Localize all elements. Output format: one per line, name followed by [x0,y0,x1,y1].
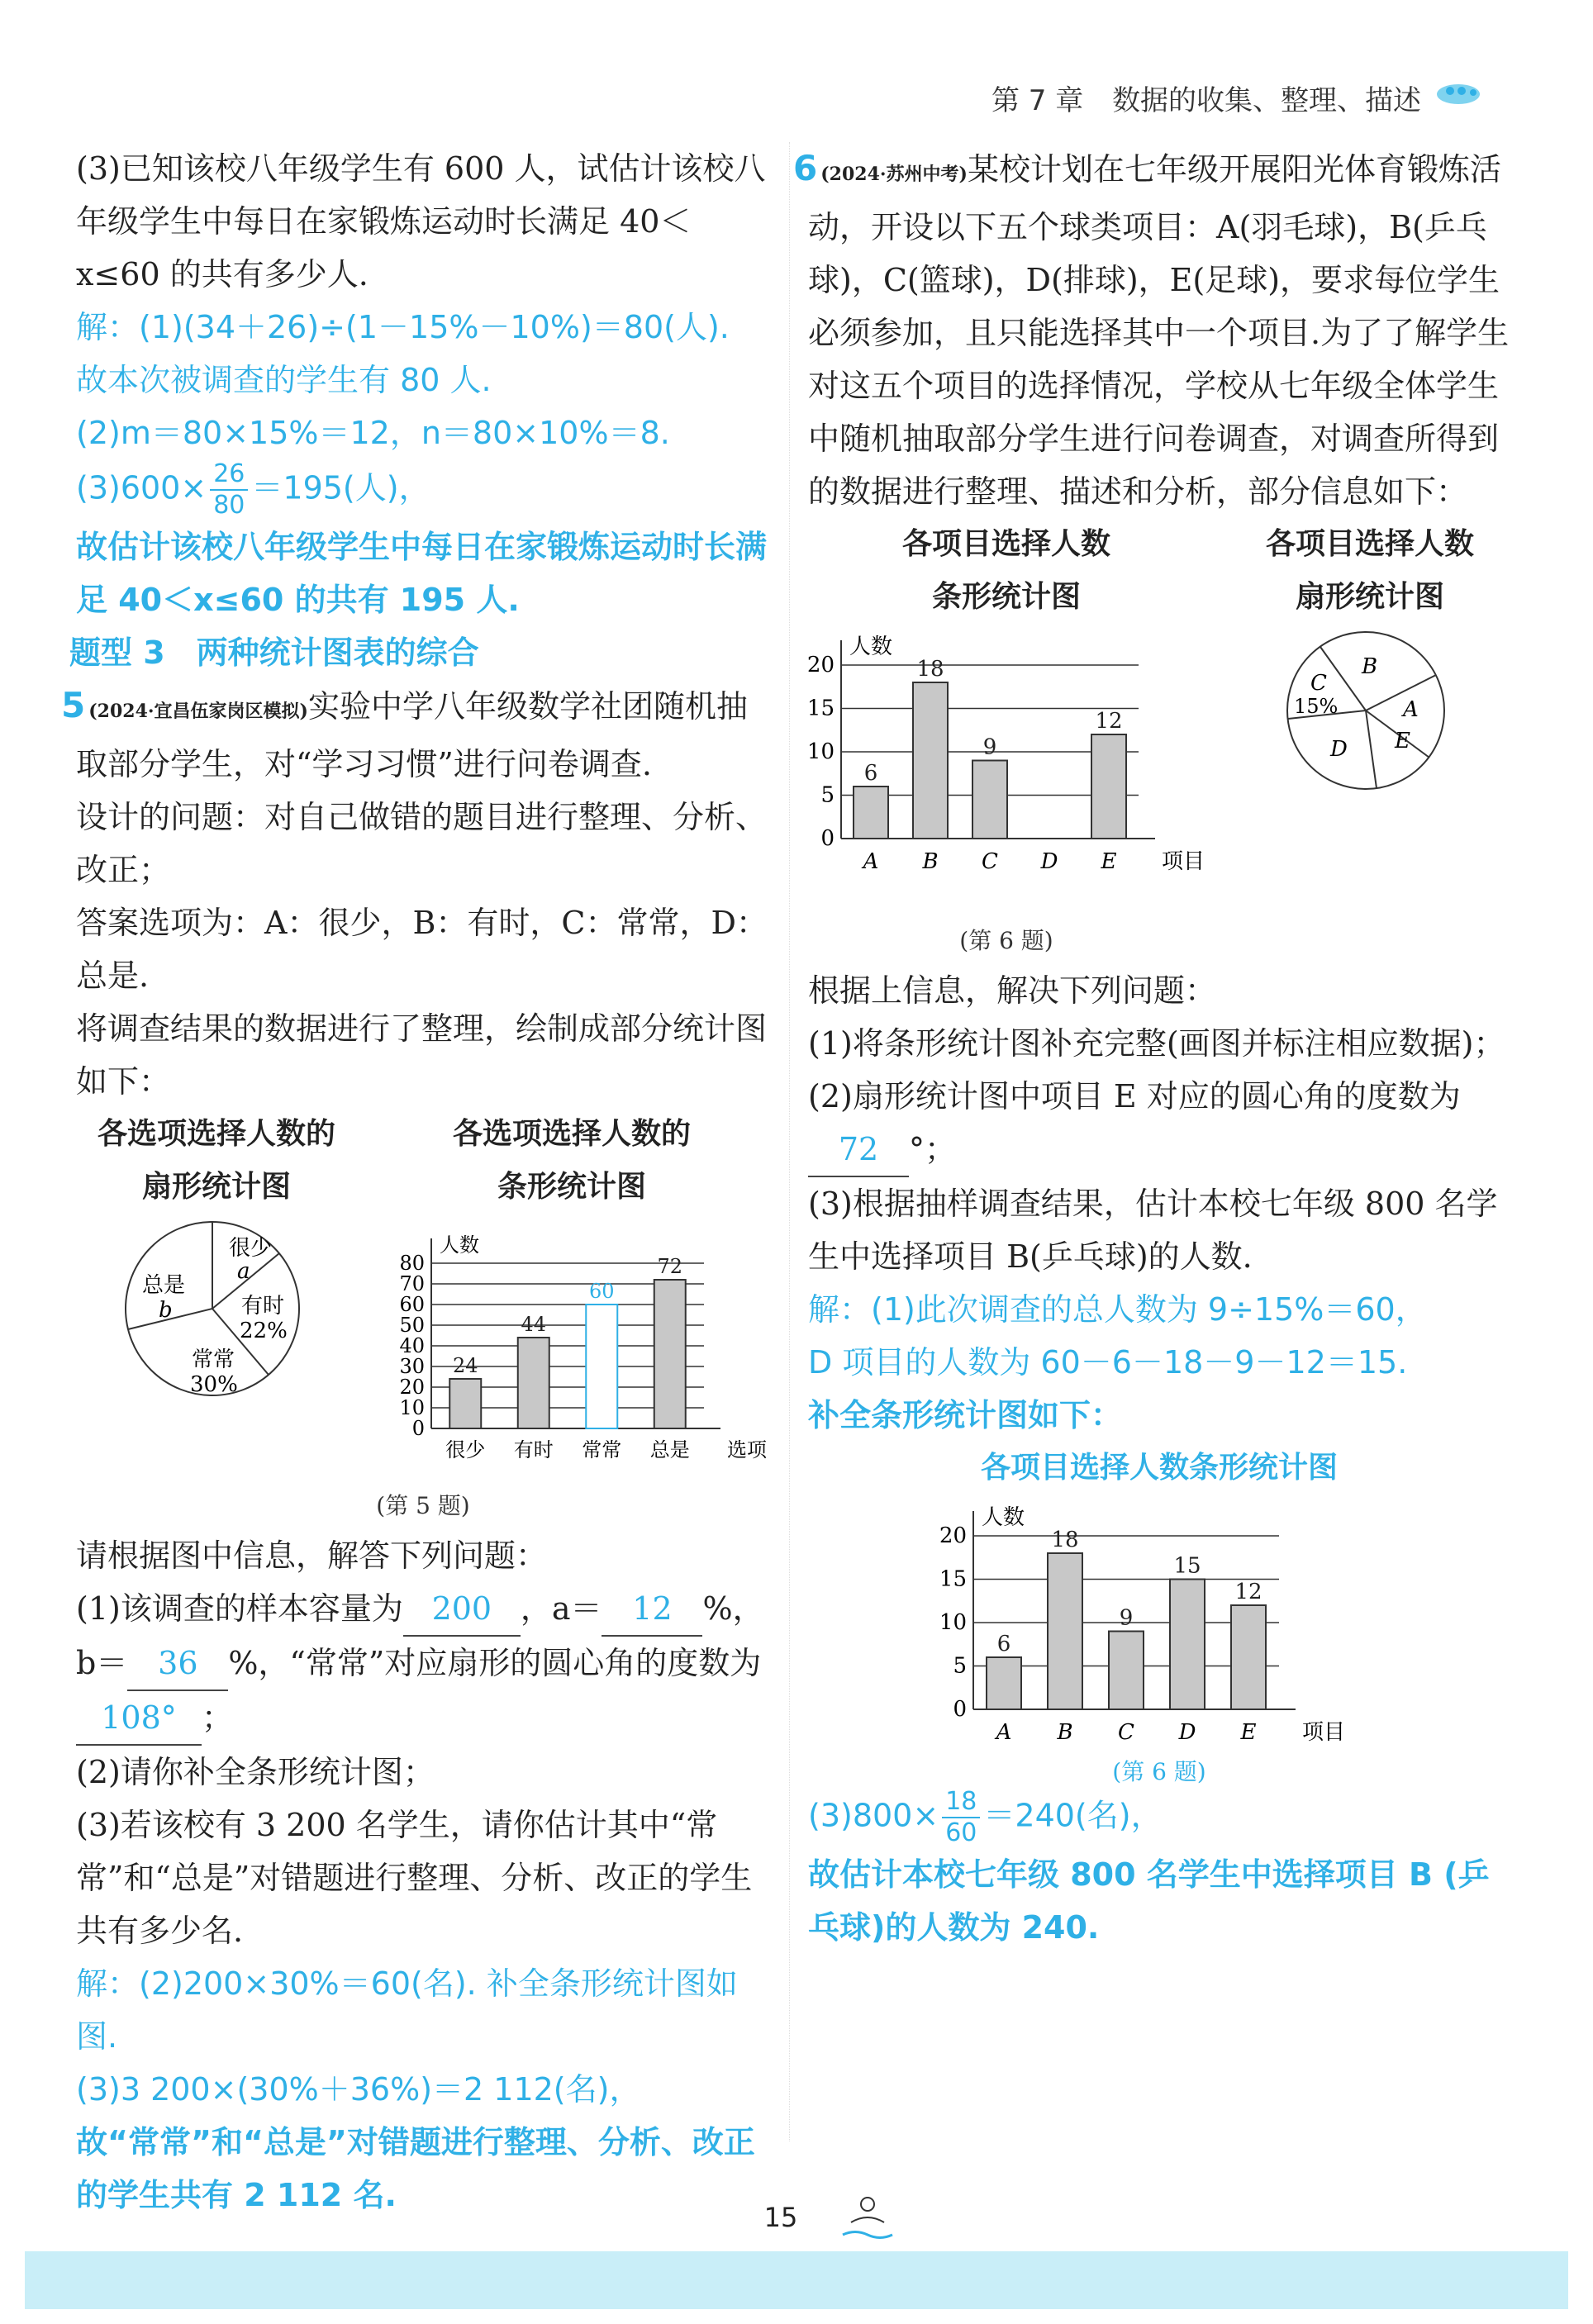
q4-answer-3-post: ＝195(人)， [251,469,430,506]
q6-answer-1: 解：(1)此次调查的总人数为 9÷15%＝60， [808,1291,1427,1328]
q6-p2-pre: (2)扇形统计图中项目 E 对应的圆心角的度数为 [808,1078,1461,1114]
q6-caption: (第 6 题) [959,927,1053,954]
q5-answer-3: 故“常常”和“总是”对错题进行整理、分析、改正的学生共有 2 112 名. [76,2124,755,2213]
q6-part2 [808,1070,1510,1177]
q5-bar-chart [390,1214,770,1461]
y-tick-label: 10 [808,739,835,764]
pie-label-often: 常常 [192,1347,235,1372]
q5-caption: (第 5 题) [376,1492,470,1519]
y-tick-label: 15 [808,696,835,721]
y-axis-label: 人数 [849,634,893,659]
page-number: 15 [763,2202,798,2233]
data-label: 15 [1173,1553,1201,1579]
x-tick-label: B [1057,1720,1073,1745]
q6-part3: (3)根据抽样调查结果，估计本校七年级 800 名学生中选择项目 B(乒乓球)的人数. [808,1186,1498,1275]
x-tick-label: D [1040,849,1058,874]
y-tick-label: 5 [953,1653,967,1679]
q6-answer-3: 补全条形统计图如下： [808,1397,1123,1433]
q6-bar2-title: 各项目选择人数条形统计图 [980,1451,1338,1485]
pie-label-always-val: b [159,1298,173,1323]
data-label: 60 [588,1280,615,1303]
q6-stem [793,142,1510,518]
x-axis-label: 项目 [1302,1720,1346,1745]
pie-label-E: E [1395,729,1410,753]
q5-number: 5 [61,685,86,725]
pie-label-rare-val: a [237,1259,250,1284]
q6-pie-block [1238,518,1502,809]
bar [518,1338,549,1428]
pie-label-always: 总是 [142,1273,186,1298]
x-tick-label: 很少 [445,1438,486,1461]
q6-answer-4-post: ＝240(名)， [983,1797,1163,1834]
q4-answer-1: 解：(1)(34＋26)÷(1－15%－10%)＝80(人). [76,309,730,345]
fraction-numerator: 26 [210,459,248,491]
fraction-denominator: 80 [213,491,245,520]
y-axis-label: 人数 [982,1505,1025,1530]
pie-label-A: A [1403,697,1419,722]
q6-text: 某校计划在七年级开展阳光体育锻炼活动，开设以下五个球类项目：A(羽毛球)，B(乒乓球)，C(篮球)，D(排球)，E(足球)，要求每位学生必须参加，且只能选择其中一个项目.为了了解学生对这五个项目的选择情况，学校从七年级全体学生中随机抽取部分学生进行问卷调查，对调查所得到的数据进行整理、描述和分析，部分信息如下： [808,151,1510,510]
q4-answer-3b: 故估计该校八年级学生中每日在家锻炼运动时长满足 40＜x≤60 的共有 195 人. [76,529,768,618]
q6-caption-b: (第 6 题) [1112,1758,1206,1785]
data-label: 6 [996,1632,1011,1656]
q4-answer-3-pre: (3)600× [76,469,207,506]
x-tick-label: A [996,1720,1012,1745]
fraction-denominator: 60 [945,1818,977,1847]
data-label: 18 [916,657,944,682]
bar [1091,734,1126,839]
q4-answer-1b: 故本次被调查的学生有 80 人. [76,362,492,398]
x-tick-label: E [1240,1720,1257,1745]
pie-label-D: D [1330,737,1348,762]
fraction-numerator: 18 [942,1787,980,1818]
section-title: 题型 3 两种统计图表的综合 [69,634,479,671]
answer-blank: 36 [127,1637,228,1691]
q6-bar-title-2: 条形统计图 [931,580,1081,614]
data-label: 12 [1095,709,1123,734]
q6-pie-title-1: 各项目选择人数 [1265,527,1474,561]
x-tick-label: A [863,849,879,874]
x-tick-label: C [1118,1720,1134,1745]
bar [586,1305,617,1428]
bar [1048,1553,1082,1709]
q5-stem [61,679,770,791]
x-tick-label: E [1101,849,1117,874]
y-tick-label: 40 [399,1334,425,1357]
data-label: 24 [452,1354,478,1377]
q6-p2-end: °； [909,1131,957,1167]
q5-bar-block [390,1108,767,1465]
y-tick-label: 20 [940,1523,967,1548]
fraction [942,1787,980,1848]
x-tick-label: 总是 [649,1438,690,1461]
q5-ask: 请根据图中信息，解答下列问题： [76,1537,548,1574]
y-tick-label: 20 [808,653,835,677]
pie-label-C-val: 15% [1294,695,1339,718]
bar [1109,1632,1144,1710]
q5-text: 实验中学八年级数学社团随机抽取部分学生，对“学习习惯”进行问卷调查. [76,688,748,782]
q6-number: 6 [793,148,818,188]
q5-options: 答案选项为：A：很少，B：有时，C：常常，D：总是. [76,905,768,994]
y-tick-label: 5 [820,782,835,808]
x-tick-label: 有时 [513,1438,554,1461]
column-divider [789,142,790,2141]
q5-part2: (2)请你补全条形统计图； [76,1754,435,1790]
decorative-icon [1434,74,1491,107]
q4-part3: (3)已知该校八年级学生有 600 人，试估计该校八年级学生中每日在家锻炼运动时长满足 40＜x≤60 的共有多少人. [76,150,766,292]
q6-answer-4-pre: (3)800× [808,1797,939,1834]
data-label: 6 [863,761,878,786]
y-tick-label: 10 [399,1396,425,1419]
x-axis-label: 选项 [727,1438,767,1461]
q6-pie-title-2: 扇形统计图 [1295,580,1444,614]
bar [449,1379,481,1428]
bar [913,682,948,839]
answer-blank: 108° [76,1691,202,1746]
y-tick-label: 0 [411,1417,425,1440]
right-column [793,142,1510,1954]
q5-p1-mid: ，a＝ [520,1590,602,1627]
data-label: 9 [982,734,997,760]
x-axis-label: 项目 [1162,849,1205,874]
y-tick-label: 80 [399,1252,425,1275]
pie-label-sometimes-val: 22% [240,1319,288,1343]
q4-answer-2: (2)m＝80×15%＝12，n＝80×10%＝8. [76,415,670,451]
q5-pie-title-2: 扇形统计图 [141,1170,291,1204]
bar [1231,1605,1266,1709]
swimmer-icon [835,2189,901,2247]
page-header [991,78,1421,118]
pie-divider [1366,675,1436,711]
pie-divider [1366,711,1377,788]
q5-part3: (3)若该校有 3 200 名学生，请你估计其中“常常”和“总是”对错题进行整理、分析、改正的学生共有多少名. [76,1807,753,1949]
q5-pie-block [76,1108,357,1407]
bar [654,1280,686,1428]
chapter-label: 第 7 章 [991,84,1084,117]
y-tick-label: 20 [399,1376,425,1399]
answer-blank: 12 [602,1582,702,1637]
q5-p1-end: ； [202,1699,234,1736]
data-label: 18 [1051,1528,1079,1552]
y-tick-label: 60 [399,1293,425,1316]
q4-answer-3 [76,459,770,520]
q5-bar-title-1: 各选项选择人数的 [452,1117,691,1151]
q6-bar2-chart [940,1495,1353,1759]
q6-pie-chart [1238,624,1502,806]
q6-bar-title-1: 各项目选择人数 [901,527,1110,561]
y-tick-label: 0 [820,826,835,851]
x-tick-label: 常常 [582,1438,622,1461]
y-tick-label: 70 [399,1272,425,1295]
left-column [61,142,770,2222]
q6-answer-2: D 项目的人数为 60－6－18－9－12＝15. [808,1344,1408,1381]
q5-source: (2024·宜昌伍家岗区模拟) [88,701,308,722]
pie-label-C: C [1310,671,1327,696]
q5-p1-mid3: %，“常常”对应扇形的圆心角的度数为 [228,1645,762,1681]
q5-pie-title-1: 各选项选择人数的 [97,1117,335,1151]
data-label: 44 [521,1313,547,1336]
q6-answer-4 [808,1787,1510,1848]
bar [987,1657,1021,1709]
q5-p1-pre: (1)该调查的样本容量为 [76,1590,403,1627]
pie-label-sometimes: 有时 [241,1294,285,1319]
q5-figure [76,1108,770,1504]
chapter-title: 数据的收集、整理、描述 [1112,84,1422,117]
q6-source: (2024·苏州中考) [820,164,968,185]
q6-figure [808,518,1510,948]
q5-answer-1: 解：(2)200×30%＝60(名). 补全条形统计图如图. [76,1965,738,2055]
y-tick-label: 15 [940,1566,967,1592]
pie-label-B: B [1362,654,1378,679]
data-label: 12 [1234,1580,1263,1604]
data-label: 9 [1119,1605,1134,1631]
bar [972,761,1007,839]
answer-blank: 200 [403,1582,521,1637]
q5-pie-chart [76,1214,357,1404]
bar [854,787,888,839]
pie-label-often-val: 30% [190,1372,238,1397]
q6-bar-chart [808,624,1213,888]
footer-band [25,2251,1568,2309]
x-tick-label: B [922,849,939,874]
q5-desc: 将调查结果的数据进行了整理，绘制成部分统计图如下： [76,1010,768,1100]
x-tick-label: D [1178,1720,1196,1745]
q5-part1 [76,1582,770,1746]
fraction [210,459,248,520]
x-tick-label: C [982,849,998,874]
y-tick-label: 0 [953,1697,967,1722]
answer-blank: 72 [808,1123,909,1177]
q5-p1-mid2: %，b＝ [76,1590,764,1681]
y-tick-label: 30 [399,1355,425,1378]
q5-bar-title-2: 条形统计图 [497,1170,646,1204]
q5-answer-2: (3)3 200×(30%＋36%)＝2 112(名)， [76,2071,641,2108]
y-tick-label: 10 [940,1610,967,1635]
data-label: 72 [657,1255,683,1278]
bar [1170,1580,1205,1710]
q6-bar2-wrap [808,1495,1510,1762]
pie-label-rare: 很少 [229,1236,273,1261]
q6-part1: (1)将条形统计图补充完整(画图并标注相应数据)； [808,1025,1505,1062]
q6-bar-block [808,518,1205,891]
q6-answer-5: 故估计本校七年级 800 名学生中选择项目 B (乒乓球)的人数为 240. [808,1856,1490,1946]
y-tick-label: 50 [399,1314,425,1337]
q6-ask: 根据上信息，解决下列问题： [808,972,1217,1009]
q5-design: 设计的问题：对自己做错的题目进行整理、分析、改正； [76,799,768,888]
y-axis-label: 人数 [440,1233,479,1257]
